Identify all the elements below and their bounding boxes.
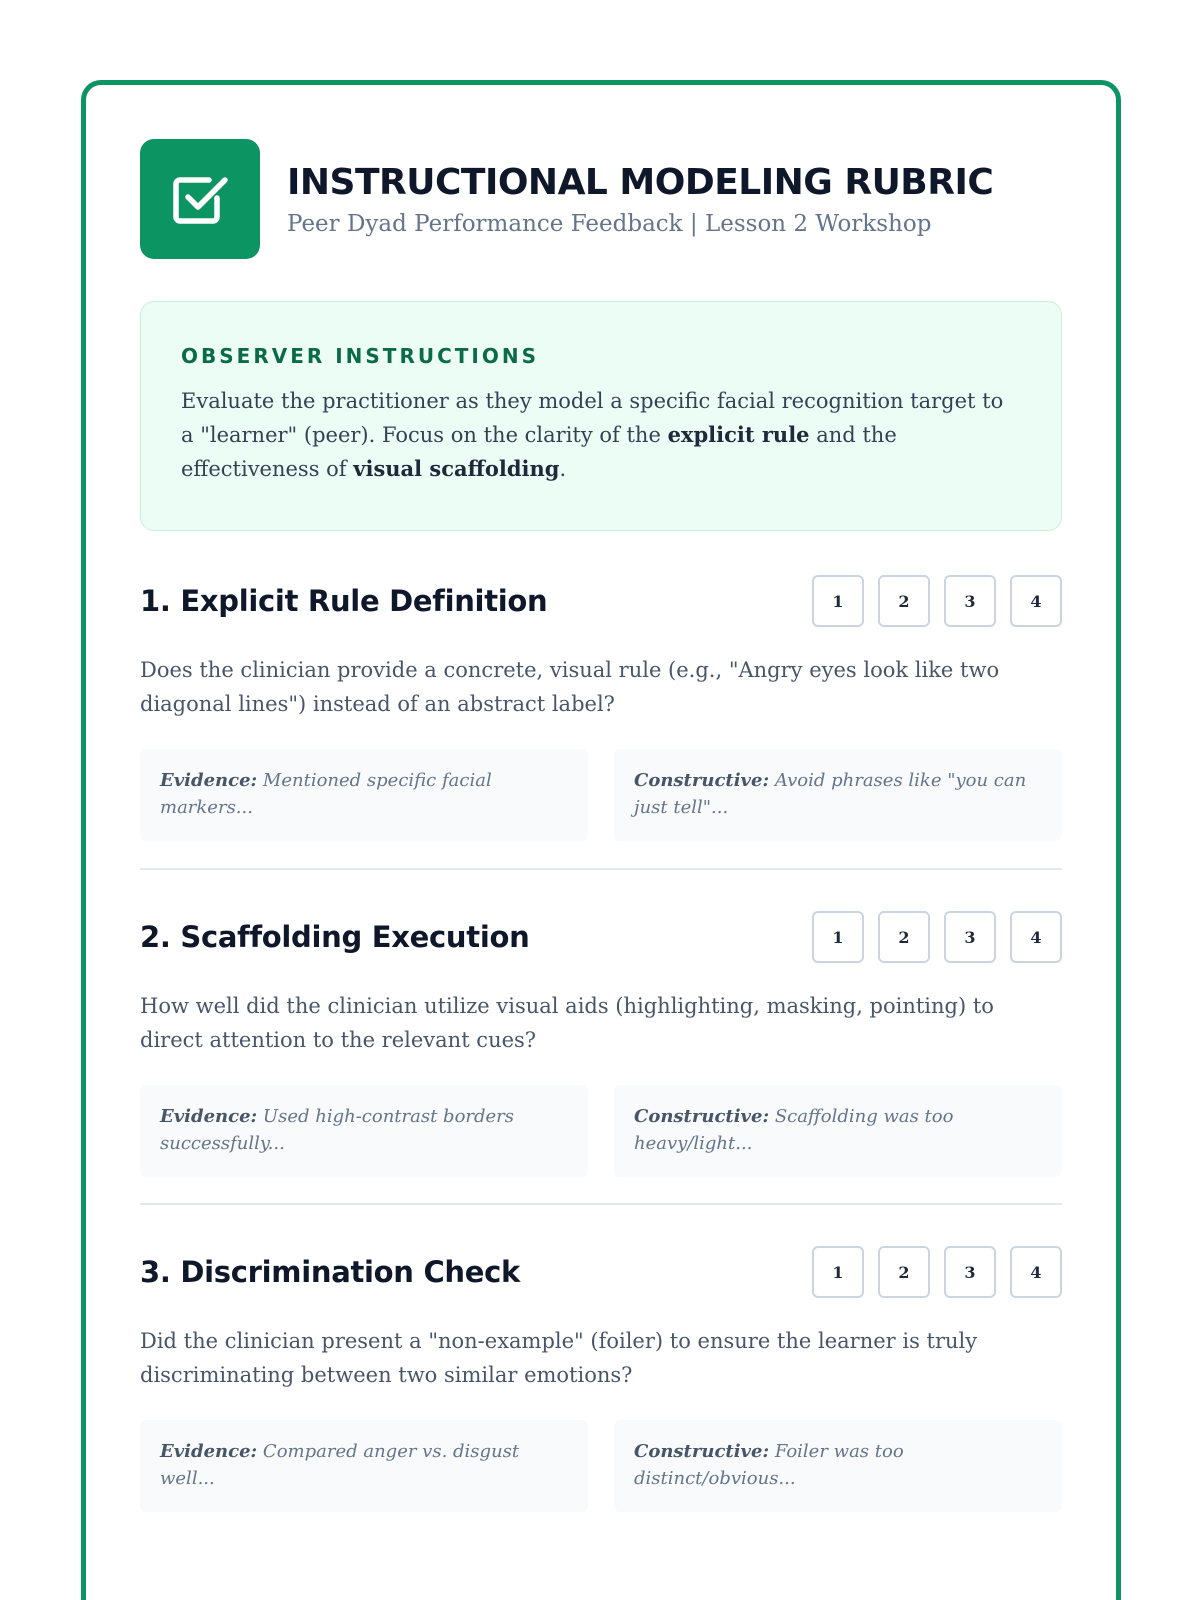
page-subtitle: Peer Dyad Performance Feedback | Lesson 2 Workshop (287, 210, 932, 237)
rubric-section-scaffolding (140, 910, 1062, 1177)
constructive-label: Constructive: (634, 1441, 770, 1462)
instructions-text-part: . (559, 457, 567, 481)
evidence-field[interactable] (140, 1085, 588, 1177)
instructions-text (181, 384, 1021, 486)
section-description: Did the clinician present a "non-example" (foiler) to ensure the learner is truly discriminating between two similar emotions? (140, 1329, 978, 1387)
constructive-placeholder: Avoid phrases like "you can just tell"... (634, 770, 1027, 818)
score-option-2[interactable]: 2 (878, 575, 930, 627)
score-option-4[interactable]: 4 (1010, 575, 1062, 627)
score-option-4[interactable]: 4 (1010, 911, 1062, 963)
constructive-label: Constructive: (634, 1106, 770, 1127)
score-option-2[interactable]: 2 (878, 1246, 930, 1298)
page-title: INSTRUCTIONAL MODELING RUBRIC (287, 161, 994, 203)
section-title: 3. Discrimination Check (140, 1255, 521, 1289)
score-option-3[interactable]: 3 (944, 911, 996, 963)
rubric-card (81, 80, 1121, 1600)
evidence-label: Evidence: (160, 770, 258, 791)
score-option-2[interactable]: 2 (878, 911, 930, 963)
section-title: 1. Explicit Rule Definition (140, 584, 548, 618)
score-option-1[interactable]: 1 (812, 911, 864, 963)
constructive-field[interactable] (614, 1085, 1062, 1177)
score-option-3[interactable]: 3 (944, 575, 996, 627)
evidence-placeholder: Used high-contrast borders successfully... (160, 1106, 515, 1154)
evidence-placeholder: Mentioned specific facial markers... (160, 770, 492, 818)
instructions-bold-explicit-rule: explicit rule (667, 422, 810, 447)
score-option-3[interactable]: 3 (944, 1246, 996, 1298)
section-description: How well did the clinician utilize visual aids (highlighting, masking, pointing) to direct attention to the relevant cues? (140, 994, 994, 1052)
instructions-bold-visual-scaffolding: visual scaffolding (353, 456, 560, 481)
instructions-text-part: Evaluate the practitioner as they model a specific facial recognition target to a "learner" (peer). Focus on the clarity of the (181, 389, 1004, 447)
evidence-field[interactable] (140, 1420, 588, 1512)
constructive-field[interactable] (614, 749, 1062, 841)
constructive-placeholder: Scaffolding was too heavy/light... (634, 1106, 954, 1154)
score-selector (812, 575, 1062, 627)
constructive-field[interactable] (614, 1420, 1062, 1512)
header (140, 139, 993, 259)
score-option-1[interactable]: 1 (812, 575, 864, 627)
rubric-section-discrimination (140, 1245, 1062, 1512)
score-selector (812, 911, 1062, 963)
instructions-text-part: and the effectiveness of (181, 423, 897, 481)
checkbox-icon (140, 139, 260, 259)
evidence-field[interactable] (140, 749, 588, 841)
section-description: Does the clinician provide a concrete, visual rule (e.g., "Angry eyes look like two diagonal lines") instead of an abstract label? (140, 658, 1000, 716)
evidence-placeholder: Compared anger vs. disgust well... (160, 1441, 520, 1489)
section-divider (140, 868, 1062, 870)
section-title: 2. Scaffolding Execution (140, 920, 530, 954)
evidence-label: Evidence: (160, 1106, 258, 1127)
instructions-heading: OBSERVER INSTRUCTIONS (181, 344, 539, 368)
section-divider (140, 1203, 1062, 1205)
score-option-1[interactable]: 1 (812, 1246, 864, 1298)
score-option-4[interactable]: 4 (1010, 1246, 1062, 1298)
constructive-placeholder: Foiler was too distinct/obvious... (634, 1441, 904, 1489)
constructive-label: Constructive: (634, 770, 770, 791)
observer-instructions (140, 301, 1062, 531)
score-selector (812, 1246, 1062, 1298)
evidence-label: Evidence: (160, 1441, 258, 1462)
rubric-section-explicit-rule (140, 574, 1062, 841)
